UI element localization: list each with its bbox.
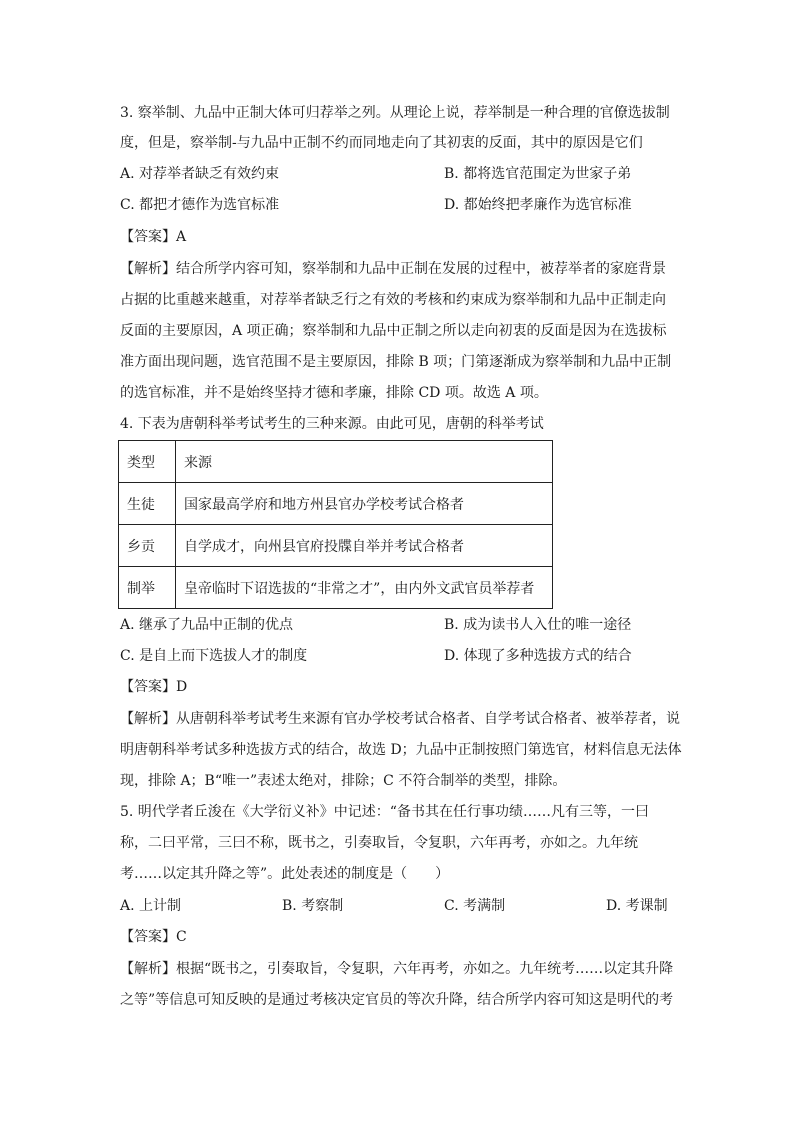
q5-option-d: D. 考课制 [606, 898, 668, 914]
table-cell: 乡贡 [119, 525, 176, 567]
q5-stem-line-1: 5. 明代学者丘浚在《大学衍义补》中记述：“备书其在任行事功绩……凡有三等，一曰 [120, 804, 649, 820]
q3-analysis-line-3: 反面的主要原因，A 项正确；察举制和九品中正制之所以走向初衷的反面是因为在选拔标 [120, 323, 667, 339]
q4-source-table [118, 440, 553, 609]
q3-analysis-line-5: 的选官标准，并不是始终坚持才德和孝廉，排除 CD 项。故选 A 项。 [120, 385, 548, 401]
q3-analysis-line-4: 准方面出现问题，选官范围不是主要原因，排除 B 项；门第逐渐成为察举制和九品中正制 [120, 354, 672, 370]
q3-option-b: B. 都将选官范围定为世家子弟 [444, 166, 632, 182]
q3-analysis-line-1: 【解析】结合所学内容可知，察举制和九品中正制在发展的过程中，被荐举者的家庭背景 [120, 261, 666, 277]
q4-analysis-line-2: 明唐朝科举考试多种选拔方式的结合，故选 D；九品中正制按照门第选官，材料信息无法体 [120, 742, 682, 758]
table-cell: 制举 [119, 567, 176, 609]
q3-stem-line-1: 3. 察举制、九品中正制大体可归荐举之列。从理论上说，荐举制是一种合理的官僚选拔制 [120, 105, 670, 121]
table-header-row [119, 441, 553, 483]
q5-stem-line-2: 称，二曰平常，三曰不称，既书之，引奏取旨，令复职，六年再考，亦如之。九年统 [120, 835, 638, 851]
table-cell: 皇帝临时下诏选拔的“非常之才”，由内外文武官员举荐者 [176, 567, 553, 609]
q5-analysis-line-2: 之等”等信息可知反映的是通过考核决定官员的等次升降，结合所学内容可知这是明代的考 [120, 992, 674, 1008]
q3-option-c: C. 都把才德作为选官标准 [120, 197, 280, 213]
table-header-cell: 类型 [119, 441, 176, 483]
q4-option-d: D. 体现了多种选拔方式的结合 [444, 648, 632, 664]
q4-option-a: A. 继承了九品中正制的优点 [120, 617, 294, 633]
q5-option-b: B. 考察制 [282, 898, 344, 914]
q5-answer: 【答案】C [120, 929, 187, 945]
table-cell: 生徒 [119, 483, 176, 525]
q4-analysis-line-3: 现，排除 A；B“唯一”表述太绝对，排除；C 不符合制举的类型，排除。 [120, 773, 567, 789]
q4-option-b: B. 成为读书人入仕的唯一途径 [444, 617, 632, 633]
table-cell: 国家最高学府和地方州县官办学校考试合格者 [176, 483, 553, 525]
q4-answer: 【答案】D [120, 679, 188, 695]
q3-option-d: D. 都始终把孝廉作为选官标准 [444, 197, 632, 213]
table-header-cell: 来源 [176, 441, 553, 483]
q5-stem-line-3: 考……以定其升降之等”。此处表述的制度是（ ） [120, 866, 450, 882]
q3-option-a: A. 对荐举者缺乏有效约束 [120, 166, 280, 182]
q4-stem: 4. 下表为唐朝科举考试考生的三种来源。由此可见，唐朝的科举考试 [120, 416, 544, 432]
q4-option-c: C. 是自上而下选拔人才的制度 [120, 648, 308, 664]
q3-analysis-line-2: 占据的比重越来越重，对荐举者缺乏行之有效的考核和约束成为察举制和九品中正制走向 [120, 292, 666, 308]
q5-option-c: C. 考满制 [444, 898, 506, 914]
q5-option-a: A. 上计制 [120, 898, 182, 914]
table-cell: 自学成才，向州县官府投牒自举并考试合格者 [176, 525, 553, 567]
q5-analysis-line-1: 【解析】根据“既书之，引奏取旨，令复职，六年再考，亦如之。九年统考……以定其升降 [120, 961, 674, 977]
q3-stem-line-2: 度，但是，察举制-与九品中正制不约而同地走向了其初衷的反面，其中的原因是它们 [120, 135, 643, 151]
q4-analysis-line-1: 【解析】从唐朝科举考试考生来源有官办学校考试合格者、自学考试合格者、被举荐者，说 [120, 711, 680, 727]
table-row [119, 567, 553, 609]
table-row [119, 525, 553, 567]
q3-answer: 【答案】A [120, 229, 187, 245]
table-row [119, 483, 553, 525]
